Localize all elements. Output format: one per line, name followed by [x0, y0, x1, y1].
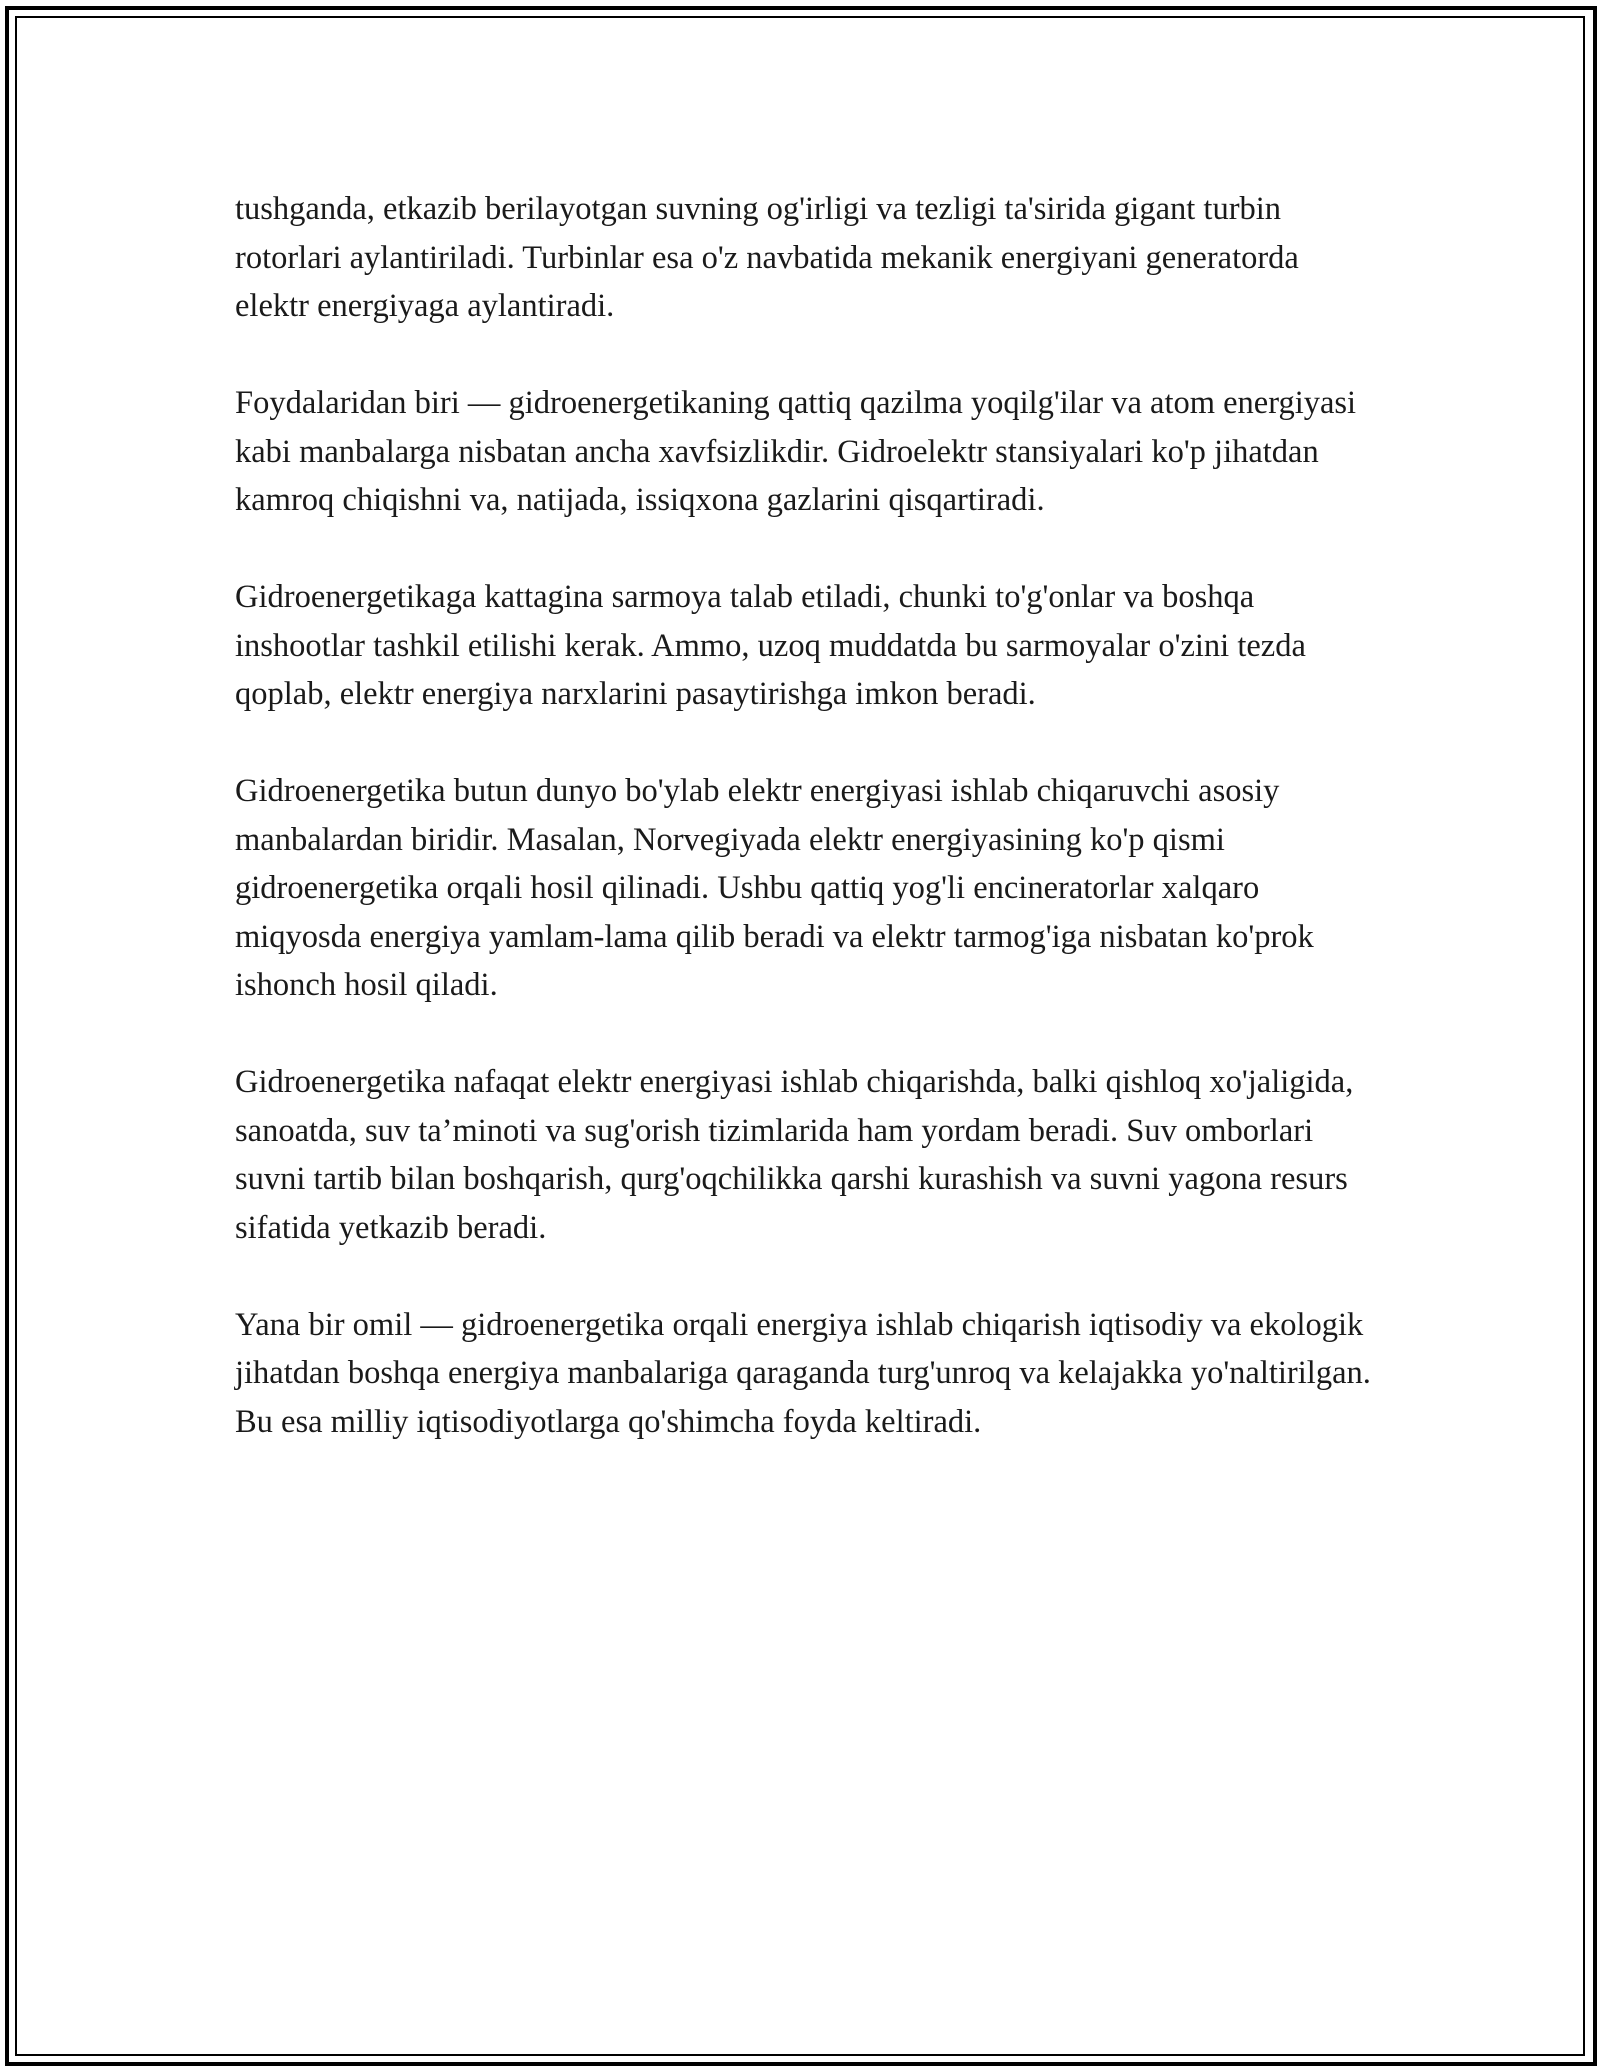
paragraph-4: Gidroenergetika butun dunyo bo'ylab elektr energiyasi ishlab chiqaruvchi asosiy manbalardan biridir. Masalan, Norvegiyada elektr energiyasining ko'p qismi gidroenergetika orqali hosil qilinadi. Ushbu qattiq yog'li encineratorlar xalqaro miqyosda energiya yamlam-lama qilib beradi va elektr tarmog'iga nisbatan ko'prok ishonch hosil qiladi. [235, 773, 1314, 1003]
paragraph-2: Foydalaridan biri — gidroenergetikaning qattiq qazilma yoqilg'ilar va atom energiyasi kabi manbalarga nisbatan ancha xavfsizlikdir. Gidroelektr stansiyalari ko'p jihatdan kamroq chiqishni va, natijada, issiqxona gazlarini qisqartiradi. [235, 385, 1357, 518]
paragraph-3: Gidroenergetikaga kattagina sarmoya talab etiladi, chunki to'g'onlar va boshqa inshootlar tashkil etilishi kerak. Ammo, uzoq muddatda bu sarmoyalar o'zini tezda qoplab, elektr energiya narxlarini pasaytirishga imkon beradi. [235, 579, 1306, 712]
paragraph-6: Yana bir omil — gidroenergetika orqali energiya ishlab chiqarish iqtisodiy va ekologik jihatdan boshqa energiya manbalariga qaraganda turg'unroq va kelajakka yo'naltirilgan. Bu esa milliy iqtisodiyotlarga qo'shimcha foyda keltiradi. [235, 1306, 1371, 1440]
paragraph-5: Gidroenergetika nafaqat elektr energiyasi ishlab chiqarishda, balki qishloq xo'jaligida, sanoatda, suv ta’minoti va sug'orish tizimlarida ham yordam beradi. Suv omborlari suvni tartib bilan boshqarish, qurg'oqchilikka qarshi kurashish va suvni yagona resurs sifatida yetkazib beradi. [235, 1064, 1354, 1246]
paragraph-1: tushganda, etkazib berilayotgan suvning og'irligi va tezligi ta'sirida gigant turbin rotorlari aylantiriladi. Turbinlar esa o'z navbatida mekanik energiyani generatorda elektr energiyaga aylantiradi. [235, 191, 1299, 324]
document-body [235, 185, 1375, 1495]
